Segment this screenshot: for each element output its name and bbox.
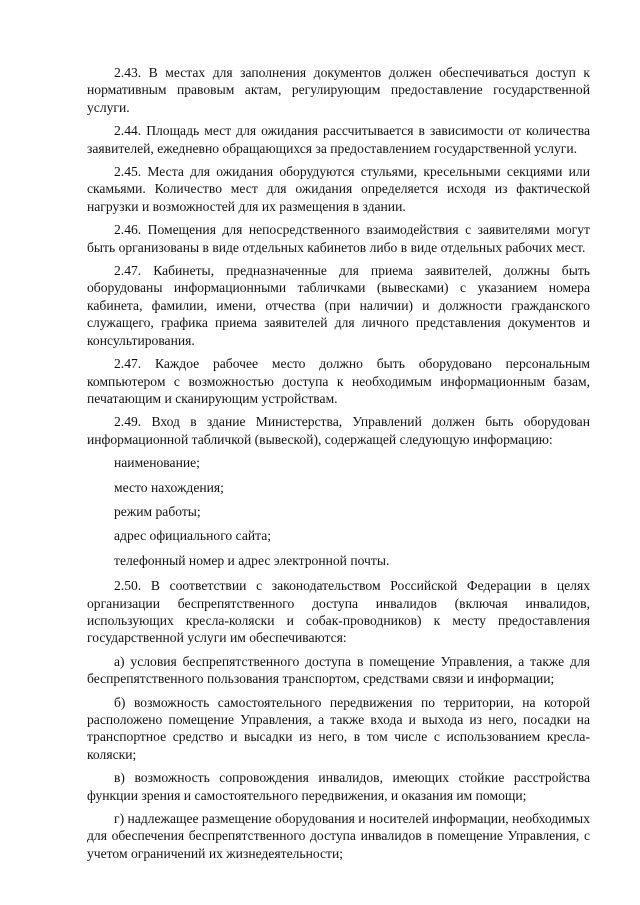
list-item-location: место нахождения; (114, 479, 224, 495)
paragraph-a: а) условия беспрепятственного доступа в помещение Управления, а также для беспрепятственного пользования транспортом, средствами связи и информации; (87, 653, 590, 687)
paragraph-2-49: 2.49. Вход в здание Министерства, Управлений должен быть оборудован информационной табличкой (вывеской), содержащей следующую информацию: (87, 414, 590, 447)
paragraph-2-44: 2.44. Площадь мест для ожидания рассчитывается в зависимости от количества заявителей, ежедневно обращающихся за предоставлением государственной услуги. (87, 123, 590, 156)
document-body (87, 64, 590, 868)
paragraph-2-50: 2.50. В соответствии с законодательством Российской Федерации в целях организации беспрепятственного доступа инвалидов (включая инвалидов, использующих кресла-коляски и собак-проводников) к месту предоставления государственной услуги им обеспечиваются: (87, 578, 590, 646)
paragraph-v: в) возможность сопровождения инвалидов, имеющих стойкие расстройства функции зрения и самостоятельного передвижения, и оказания им помощи; (87, 770, 590, 803)
list-item-name: наименование; (114, 455, 200, 471)
paragraph-2-46: 2.46. Помещения для непосредственного взаимодействия с заявителями могут быть организованы в виде отдельных кабинетов либо в виде отдельных рабочих мест. (87, 222, 590, 255)
list-item-website: адрес официального сайта; (114, 528, 272, 544)
paragraph-2-45: 2.45. Места для ожидания оборудуются стульями, кресельными секциями или скамьями. Количество мест для ожидания определяется исходя из фактической нагрузки и возможностей для их размещения в здании. (87, 164, 590, 214)
paragraph-2-47-workplace: 2.47. Каждое рабочее место должно быть оборудовано персональным компьютером с возможностью доступа к необходимым информационным базам, печатающим и сканирующим устройствам. (87, 356, 590, 406)
list-item-contacts: телефонный номер и адрес электронной почты. (114, 552, 390, 568)
list-item-schedule: режим работы; (114, 503, 201, 519)
paragraph-g: г) надлежащее размещение оборудования и носителей информации, необходимых для обеспечения беспрепятственного доступа инвалидов в помещение Управления, с учетом ограничений их жизнедеятельности; (87, 811, 590, 861)
paragraph-2-43: 2.43. В местах для заполнения документов должен обеспечиваться доступ к нормативным правовым актам, регулирующим предоставление государственной услуги. (87, 65, 590, 115)
paragraph-b: б) возможность самостоятельного передвижения по территории, на которой расположено помещение Управления, а также входа и выхода из него, посадки на транспортное средство и высадки из него, в том числе с использованием кресла-коляски; (87, 694, 590, 762)
paragraph-2-47-cabinets: 2.47. Кабинеты, предназначенные для приема заявителей, должны быть оборудованы информационными табличками (вывесками) с указанием номера кабинета, фамилии, имени, отчества (при наличии) и должности гражданского служащего, графика приема заявителей для личного представления документов и консультирования. (87, 263, 590, 348)
